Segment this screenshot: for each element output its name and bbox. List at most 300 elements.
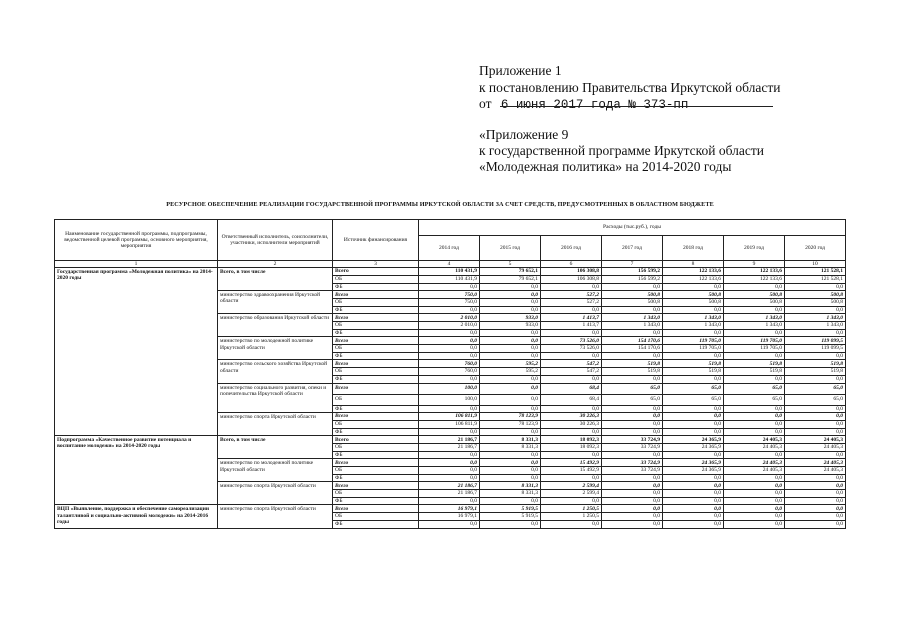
value-cell: 1 343,0 <box>724 314 785 322</box>
value-cell: 24 365,9 <box>663 467 724 475</box>
value-cell: 0,0 <box>785 329 846 337</box>
table-row <box>55 436 846 444</box>
value-cell: 119 705,0 <box>724 345 785 353</box>
value-cell: 2 599,4 <box>541 482 602 490</box>
value-cell: 24 365,9 <box>663 443 724 451</box>
value-cell: 0,0 <box>480 283 541 291</box>
value-cell: 500,8 <box>602 298 663 306</box>
value-cell: 0,0 <box>419 375 480 383</box>
value-cell: 0,0 <box>602 283 663 291</box>
value-cell: 2 010,0 <box>419 314 480 322</box>
value-cell: 65,0 <box>602 383 663 394</box>
value-cell: 0,0 <box>541 283 602 291</box>
value-cell: 0,0 <box>663 306 724 314</box>
value-cell: 0,0 <box>724 283 785 291</box>
program-appendix-basis: к государственной программе Иркутской области <box>479 143 765 158</box>
value-cell: 0,0 <box>663 352 724 360</box>
value-cell: 0,0 <box>419 459 480 467</box>
value-cell: 547,2 <box>541 368 602 376</box>
value-cell: 30 226,3 <box>541 413 602 421</box>
value-cell: 8 331,3 <box>480 443 541 451</box>
value-cell: 0,0 <box>480 329 541 337</box>
value-cell: 0,0 <box>480 291 541 299</box>
value-cell: 0,0 <box>602 352 663 360</box>
value-cell: 0,0 <box>602 474 663 482</box>
value-cell: 0,0 <box>480 520 541 528</box>
value-cell: 0,0 <box>480 394 541 405</box>
value-cell: 0,0 <box>480 467 541 475</box>
value-cell: 1 343,0 <box>785 314 846 322</box>
value-cell: 519,8 <box>663 368 724 376</box>
table-row <box>55 505 846 513</box>
program-appendix-title: «Приложение 9 <box>479 127 569 142</box>
value-cell: 106 811,9 <box>419 413 480 421</box>
value-cell: 0,0 <box>724 329 785 337</box>
year-header: 2016 год <box>541 236 602 261</box>
value-cell: 0,0 <box>785 451 846 459</box>
source-cell: ФБ <box>333 497 419 505</box>
value-cell: 0,0 <box>419 405 480 413</box>
value-cell: 24 405,3 <box>724 443 785 451</box>
value-cell: 65,0 <box>602 394 663 405</box>
value-cell: 1 343,0 <box>724 322 785 330</box>
value-cell: 2 599,4 <box>541 490 602 498</box>
value-cell: 0,0 <box>602 451 663 459</box>
source-cell: ОБ <box>333 394 419 405</box>
source-cell: ФБ <box>333 520 419 528</box>
source-cell: ФБ <box>333 306 419 314</box>
value-cell: 933,0 <box>480 322 541 330</box>
value-cell: 750,0 <box>419 291 480 299</box>
value-cell: 1 250,5 <box>541 513 602 521</box>
value-cell: 0,0 <box>663 375 724 383</box>
source-cell: Всего <box>333 337 419 345</box>
year-header: 2020 год <box>785 236 846 261</box>
value-cell: 156 599,2 <box>602 268 663 276</box>
value-cell: 0,0 <box>724 413 785 421</box>
value-cell: 0,0 <box>663 420 724 428</box>
value-cell: 1 343,0 <box>602 322 663 330</box>
value-cell: 21 186,7 <box>419 436 480 444</box>
value-cell: 18 092,3 <box>541 443 602 451</box>
value-cell: 106 811,9 <box>419 420 480 428</box>
value-cell: 0,0 <box>541 520 602 528</box>
value-cell: 0,0 <box>663 413 724 421</box>
value-cell: 0,0 <box>419 520 480 528</box>
value-cell: 760,0 <box>419 368 480 376</box>
value-cell: 0,0 <box>419 467 480 475</box>
value-cell: 0,0 <box>785 482 846 490</box>
value-cell: 527,2 <box>541 298 602 306</box>
value-cell: 527,2 <box>541 291 602 299</box>
value-cell: 0,0 <box>480 383 541 394</box>
value-cell: 0,0 <box>602 428 663 436</box>
source-cell: ОБ <box>333 298 419 306</box>
value-cell: 0,0 <box>602 405 663 413</box>
source-cell: Всего <box>333 291 419 299</box>
value-cell: 519,8 <box>724 360 785 368</box>
value-cell: 0,0 <box>480 459 541 467</box>
source-cell: ОБ <box>333 368 419 376</box>
value-cell: 0,0 <box>724 513 785 521</box>
value-cell: 65,0 <box>785 383 846 394</box>
source-cell: ОБ <box>333 420 419 428</box>
value-cell: 24 405,3 <box>724 459 785 467</box>
resources-table <box>54 219 846 529</box>
year-header: 2019 год <box>724 236 785 261</box>
value-cell: 595,2 <box>480 360 541 368</box>
value-cell: 24 405,3 <box>785 436 846 444</box>
source-cell: Всего <box>333 314 419 322</box>
value-cell: 595,2 <box>480 368 541 376</box>
value-cell: 65,0 <box>663 383 724 394</box>
value-cell: 154 170,6 <box>602 337 663 345</box>
value-cell: 0,0 <box>419 283 480 291</box>
value-cell: 1 343,0 <box>602 314 663 322</box>
responsible-cell: министерство по молодежной политике Иркутской области <box>218 459 333 482</box>
value-cell: 0,0 <box>602 420 663 428</box>
source-cell: ОБ <box>333 275 419 283</box>
value-cell: 24 405,3 <box>785 443 846 451</box>
value-cell: 0,0 <box>480 474 541 482</box>
appendix-basis: к постановлению Правительства Иркутской области <box>479 80 781 95</box>
value-cell: 547,2 <box>541 360 602 368</box>
source-cell: Всего <box>333 413 419 421</box>
value-cell: 30 226,3 <box>541 420 602 428</box>
column-number: 7 <box>602 261 663 268</box>
source-cell: Всего <box>333 383 419 394</box>
value-cell: 519,8 <box>724 368 785 376</box>
value-cell: 0,0 <box>541 497 602 505</box>
value-cell: 73 526,0 <box>541 345 602 353</box>
source-cell: ФБ <box>333 428 419 436</box>
value-cell: 119 099,5 <box>785 345 846 353</box>
value-cell: 78 123,9 <box>480 413 541 421</box>
source-cell: ОБ <box>333 443 419 451</box>
value-cell: 0,0 <box>602 520 663 528</box>
value-cell: 0,0 <box>602 513 663 521</box>
value-cell: 0,0 <box>541 405 602 413</box>
value-cell: 1 343,0 <box>663 322 724 330</box>
value-cell: 519,8 <box>785 368 846 376</box>
value-cell: 0,0 <box>663 505 724 513</box>
value-cell: 0,0 <box>480 352 541 360</box>
value-cell: 0,0 <box>602 482 663 490</box>
source-cell: Всего <box>333 268 419 276</box>
value-cell: 119 705,0 <box>663 337 724 345</box>
value-cell: 0,0 <box>419 428 480 436</box>
value-cell: 33 724,9 <box>602 459 663 467</box>
value-cell: 500,8 <box>663 291 724 299</box>
col-header-name: Наименование государственной программы, подпрограммы, ведомственной целевой программы, основного мероприятия, мероприятия <box>55 220 218 261</box>
value-cell: 0,0 <box>541 428 602 436</box>
value-cell: 500,8 <box>785 291 846 299</box>
responsible-cell: министерство образования Иркутской области <box>218 314 333 337</box>
value-cell: 0,0 <box>724 306 785 314</box>
value-cell: 33 724,9 <box>602 436 663 444</box>
value-cell: 0,0 <box>663 490 724 498</box>
value-cell: 24 365,9 <box>663 459 724 467</box>
value-cell: 79 652,1 <box>480 268 541 276</box>
value-cell: 0,0 <box>602 497 663 505</box>
program-name-cell: ВЦП «Выявление, поддержка и обеспечение самореализации талантливой и социально-активной молодежи» на 2014-2016 годы <box>55 505 218 528</box>
source-cell: ОБ <box>333 322 419 330</box>
value-cell: 500,8 <box>724 291 785 299</box>
value-cell: 0,0 <box>602 413 663 421</box>
value-cell: 8 331,3 <box>480 436 541 444</box>
value-cell: 0,0 <box>663 329 724 337</box>
value-cell: 21 186,7 <box>419 482 480 490</box>
value-cell: 0,0 <box>724 428 785 436</box>
value-cell: 1 413,7 <box>541 322 602 330</box>
value-cell: 156 599,2 <box>602 275 663 283</box>
value-cell: 106 308,8 <box>541 275 602 283</box>
value-cell: 121 528,1 <box>785 268 846 276</box>
value-cell: 0,0 <box>663 482 724 490</box>
value-cell: 0,0 <box>724 520 785 528</box>
column-number: 4 <box>419 261 480 268</box>
value-cell: 0,0 <box>419 306 480 314</box>
value-cell: 5 919,5 <box>480 505 541 513</box>
value-cell: 0,0 <box>785 513 846 521</box>
value-cell: 0,0 <box>602 375 663 383</box>
value-cell: 0,0 <box>419 497 480 505</box>
value-cell: 65,0 <box>724 383 785 394</box>
value-cell: 65,0 <box>785 394 846 405</box>
value-cell: 0,0 <box>724 405 785 413</box>
source-cell: ФБ <box>333 329 419 337</box>
column-number: 5 <box>480 261 541 268</box>
value-cell: 24 405,3 <box>785 467 846 475</box>
value-cell: 8 331,3 <box>480 482 541 490</box>
value-cell: 0,0 <box>480 298 541 306</box>
value-cell: 519,8 <box>602 368 663 376</box>
column-number: 3 <box>333 261 419 268</box>
value-cell: 0,0 <box>724 375 785 383</box>
value-cell: 65,0 <box>663 394 724 405</box>
value-cell: 0,0 <box>541 329 602 337</box>
value-cell: 0,0 <box>724 497 785 505</box>
source-cell: ОБ <box>333 513 419 521</box>
value-cell: 0,0 <box>785 474 846 482</box>
value-cell: 0,0 <box>785 405 846 413</box>
value-cell: 0,0 <box>602 490 663 498</box>
responsible-cell: Всего, в том числе <box>218 436 333 459</box>
column-number: 1 <box>55 261 218 268</box>
source-cell: ОБ <box>333 490 419 498</box>
source-cell: Всего <box>333 459 419 467</box>
appendix-date-line <box>479 95 688 114</box>
value-cell: 65,0 <box>724 394 785 405</box>
value-cell: 0,0 <box>602 329 663 337</box>
value-cell: 100,0 <box>419 394 480 405</box>
value-cell: 0,0 <box>419 474 480 482</box>
value-cell: 68,4 <box>541 394 602 405</box>
value-cell: 0,0 <box>663 451 724 459</box>
value-cell: 0,0 <box>480 337 541 345</box>
value-cell: 16 979,1 <box>419 513 480 521</box>
source-cell: ФБ <box>333 451 419 459</box>
value-cell: 106 308,8 <box>541 268 602 276</box>
col-header-expenses: Расходы (тыс.руб.), годы <box>419 220 846 236</box>
year-header: 2015 год <box>480 236 541 261</box>
value-cell: 500,8 <box>785 298 846 306</box>
source-cell: ФБ <box>333 474 419 482</box>
program-name-cell: Государственная программа «Молодежная политика» на 2014-2020 годы <box>55 268 218 436</box>
column-number: 6 <box>541 261 602 268</box>
value-cell: 0,0 <box>663 428 724 436</box>
program-name-cell: Подпрограмма «Качественное развитие потенциала и воспитание молодежи» на 2014-2020 годы <box>55 436 218 505</box>
value-cell: 119 099,5 <box>785 337 846 345</box>
responsible-cell: министерство спорта Иркутской области <box>218 413 333 436</box>
value-cell: 0,0 <box>480 375 541 383</box>
value-cell: 750,0 <box>419 298 480 306</box>
value-cell: 519,8 <box>663 360 724 368</box>
year-header: 2014 год <box>419 236 480 261</box>
value-cell: 0,0 <box>724 482 785 490</box>
value-cell: 0,0 <box>602 306 663 314</box>
appendix-title: Приложение 1 <box>479 63 562 78</box>
source-cell: Всего <box>333 360 419 368</box>
value-cell: 78 123,9 <box>480 420 541 428</box>
value-cell: 24 405,3 <box>785 459 846 467</box>
value-cell: 500,8 <box>602 291 663 299</box>
value-cell: 0,0 <box>419 345 480 353</box>
value-cell: 0,0 <box>663 513 724 521</box>
value-cell: 0,0 <box>785 306 846 314</box>
value-cell: 519,8 <box>602 360 663 368</box>
value-cell: 122 133,6 <box>724 275 785 283</box>
value-cell: 122 133,6 <box>663 275 724 283</box>
responsible-cell: министерство здравоохранения Иркутской области <box>218 291 333 314</box>
source-cell: Всего <box>333 482 419 490</box>
value-cell: 0,0 <box>541 474 602 482</box>
value-cell: 122 133,6 <box>663 268 724 276</box>
value-cell: 0,0 <box>602 505 663 513</box>
value-cell: 0,0 <box>785 375 846 383</box>
year-header: 2018 год <box>663 236 724 261</box>
value-cell: 0,0 <box>663 283 724 291</box>
value-cell: 33 724,9 <box>602 443 663 451</box>
value-cell: 24 405,3 <box>724 436 785 444</box>
value-cell: 21 186,7 <box>419 490 480 498</box>
value-cell: 0,0 <box>541 451 602 459</box>
value-cell: 0,0 <box>480 497 541 505</box>
value-cell: 0,0 <box>541 352 602 360</box>
value-cell: 1 250,5 <box>541 505 602 513</box>
value-cell: 0,0 <box>419 337 480 345</box>
value-cell: 24 365,9 <box>663 436 724 444</box>
value-cell: 0,0 <box>785 505 846 513</box>
program-name: «Молодежная политика» на 2014-2020 годы <box>479 159 732 174</box>
value-cell: 1 343,0 <box>785 322 846 330</box>
value-cell: 15 492,9 <box>541 459 602 467</box>
value-cell: 0,0 <box>663 405 724 413</box>
value-cell: 0,0 <box>785 428 846 436</box>
column-number: 9 <box>724 261 785 268</box>
decree-date-number: 6 июня 2017 года № 373-пп <box>500 98 689 112</box>
value-cell: 16 979,1 <box>419 505 480 513</box>
value-cell: 1 413,7 <box>541 314 602 322</box>
value-cell: 110 431,9 <box>419 268 480 276</box>
responsible-cell: министерство сельского хозяйства Иркутской области <box>218 360 333 383</box>
value-cell: 0,0 <box>724 505 785 513</box>
value-cell: 0,0 <box>419 352 480 360</box>
value-cell: 0,0 <box>480 306 541 314</box>
value-cell: 0,0 <box>663 520 724 528</box>
value-cell: 2 010,0 <box>419 322 480 330</box>
value-cell: 121 528,1 <box>785 275 846 283</box>
responsible-cell: министерство спорта Иркутской области <box>218 482 333 505</box>
value-cell: 24 405,3 <box>724 467 785 475</box>
value-cell: 0,0 <box>480 451 541 459</box>
value-cell: 500,8 <box>663 298 724 306</box>
value-cell: 0,0 <box>785 490 846 498</box>
value-cell: 122 133,6 <box>724 268 785 276</box>
value-cell: 933,0 <box>480 314 541 322</box>
value-cell: 760,0 <box>419 360 480 368</box>
source-cell: ФБ <box>333 375 419 383</box>
table-row <box>55 268 846 276</box>
value-cell: 8 331,3 <box>480 490 541 498</box>
value-cell: 5 919,5 <box>480 513 541 521</box>
value-cell: 0,0 <box>419 451 480 459</box>
value-cell: 0,0 <box>724 451 785 459</box>
value-cell: 0,0 <box>480 428 541 436</box>
column-number: 8 <box>663 261 724 268</box>
value-cell: 1 343,0 <box>663 314 724 322</box>
column-number: 10 <box>785 261 846 268</box>
responsible-cell: министерство по молодежной политике Иркутской области <box>218 337 333 360</box>
source-cell: Всего <box>333 436 419 444</box>
value-cell: 0,0 <box>541 306 602 314</box>
date-underline <box>500 106 773 107</box>
value-cell: 18 092,3 <box>541 436 602 444</box>
col-header-source: Источник финансирования <box>333 220 419 261</box>
value-cell: 0,0 <box>480 345 541 353</box>
value-cell: 0,0 <box>724 490 785 498</box>
date-prefix: от <box>479 96 492 111</box>
source-cell: ОБ <box>333 467 419 475</box>
value-cell: 0,0 <box>480 405 541 413</box>
value-cell: 0,0 <box>724 352 785 360</box>
value-cell: 100,0 <box>419 383 480 394</box>
year-header: 2017 год <box>602 236 663 261</box>
value-cell: 33 724,9 <box>602 467 663 475</box>
value-cell: 21 186,7 <box>419 443 480 451</box>
responsible-cell: министерство социального развития, опеки и попечительства Иркутской области <box>218 383 333 413</box>
source-cell: Всего <box>333 505 419 513</box>
value-cell: 0,0 <box>785 352 846 360</box>
value-cell: 500,8 <box>724 298 785 306</box>
column-number: 2 <box>218 261 333 268</box>
value-cell: 119 705,0 <box>663 345 724 353</box>
responsible-cell: Всего, в том числе <box>218 268 333 291</box>
value-cell: 15 492,9 <box>541 467 602 475</box>
value-cell: 0,0 <box>541 375 602 383</box>
value-cell: 0,0 <box>785 497 846 505</box>
value-cell: 119 705,0 <box>724 337 785 345</box>
value-cell: 110 431,9 <box>419 275 480 283</box>
value-cell: 0,0 <box>724 420 785 428</box>
responsible-cell: министерство спорта Иркутской области <box>218 505 333 528</box>
value-cell: 0,0 <box>785 520 846 528</box>
value-cell: 0,0 <box>419 329 480 337</box>
table-title: РЕСУРСНОЕ ОБЕСПЕЧЕНИЕ РЕАЛИЗАЦИИ ГОСУДАРСТВЕННОЙ ПРОГРАММЫ ИРКУТСКОЙ ОБЛАСТИ ЗА СЧЕТ СРЕДСТВ, ПРЕДУСМОТРЕННЫХ В ОБЛАСТНОМ БЮДЖЕТЕ <box>166 201 714 208</box>
value-cell: 0,0 <box>785 420 846 428</box>
value-cell: 0,0 <box>785 283 846 291</box>
source-cell: ОБ <box>333 345 419 353</box>
